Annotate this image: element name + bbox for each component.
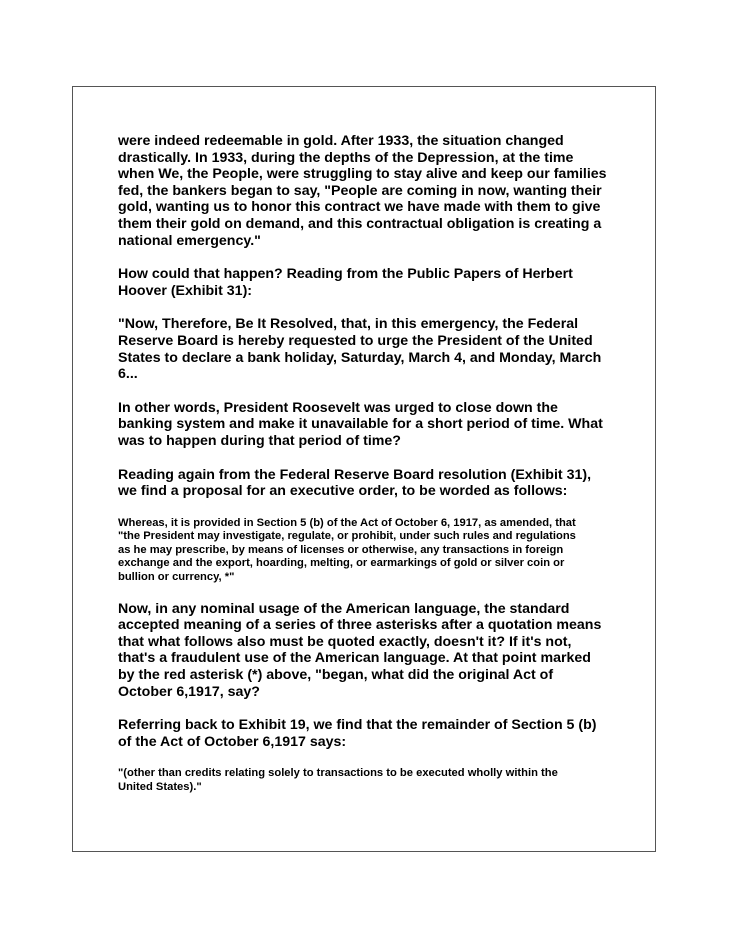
quote-remainder-section-5b: "(other than credits relating solely to transactions to be executed wholly within the United States)." [118, 767, 558, 793]
paragraph-gold-redeemable: were indeed redeemable in gold. After 1933, the situation changed drastically. In 1933, during the depths of the Depression, at the time when We, the People, were struggling to stay alive and keep our families fed, the bankers began to say, "People are coming in now, wanting their gold, wanting us to honor this contract we have made with them to give them their gold on demand, and this contractual obligation is creating a national emergency." [118, 133, 607, 249]
quote-section-5b: Whereas, it is provided in Section 5 (b) of the Act of October 6, 1917, as amended, that "the President may investigate, regulate, or prohibit, under such rules and regulations as he may prescribe, by means of licenses or otherwise, any transactions in foreign exchange and the export, hoarding, melting, or earmarkings of gold or silver coin or bullion or currency, *" [118, 516, 576, 584]
paragraph-resolution-quote: "Now, Therefore, Be It Resolved, that, in this emergency, the Federal Reserve Board is hereby requested to urge the President of the United States to declare a bank holiday, Saturday, March 4, and Monday, March 6... [118, 316, 602, 383]
document-body [118, 133, 618, 811]
paragraph-roosevelt: In other words, President Roosevelt was urged to close down the banking system and make it unavailable for a short period of time. What was to happen during that period of time? [118, 399, 603, 449]
paragraph-executive-order-proposal: Reading again from the Federal Reserve Board resolution (Exhibit 31), we find a proposal for an executive order, to be worded as follows: [118, 466, 592, 500]
paragraph-exhibit-19: Referring back to Exhibit 19, we find that the remainder of Section 5 (b) of the Act of October 6,1917 says: [118, 717, 597, 750]
paragraph-hoover-papers: How could that happen? Reading from the Public Papers of Herbert Hoover (Exhibit 31): [118, 266, 573, 299]
paragraph-asterisks: Now, in any nominal usage of the American language, the standard accepted meaning of a series of three asterisks after a quotation means that what follows also must be quoted exactly, doesn't it? If it's not, that's a fraudulent use of the American language. At that point marked by the red asterisk (*) above, "began, what did the original Act of October 6,1917, say? [118, 600, 602, 700]
